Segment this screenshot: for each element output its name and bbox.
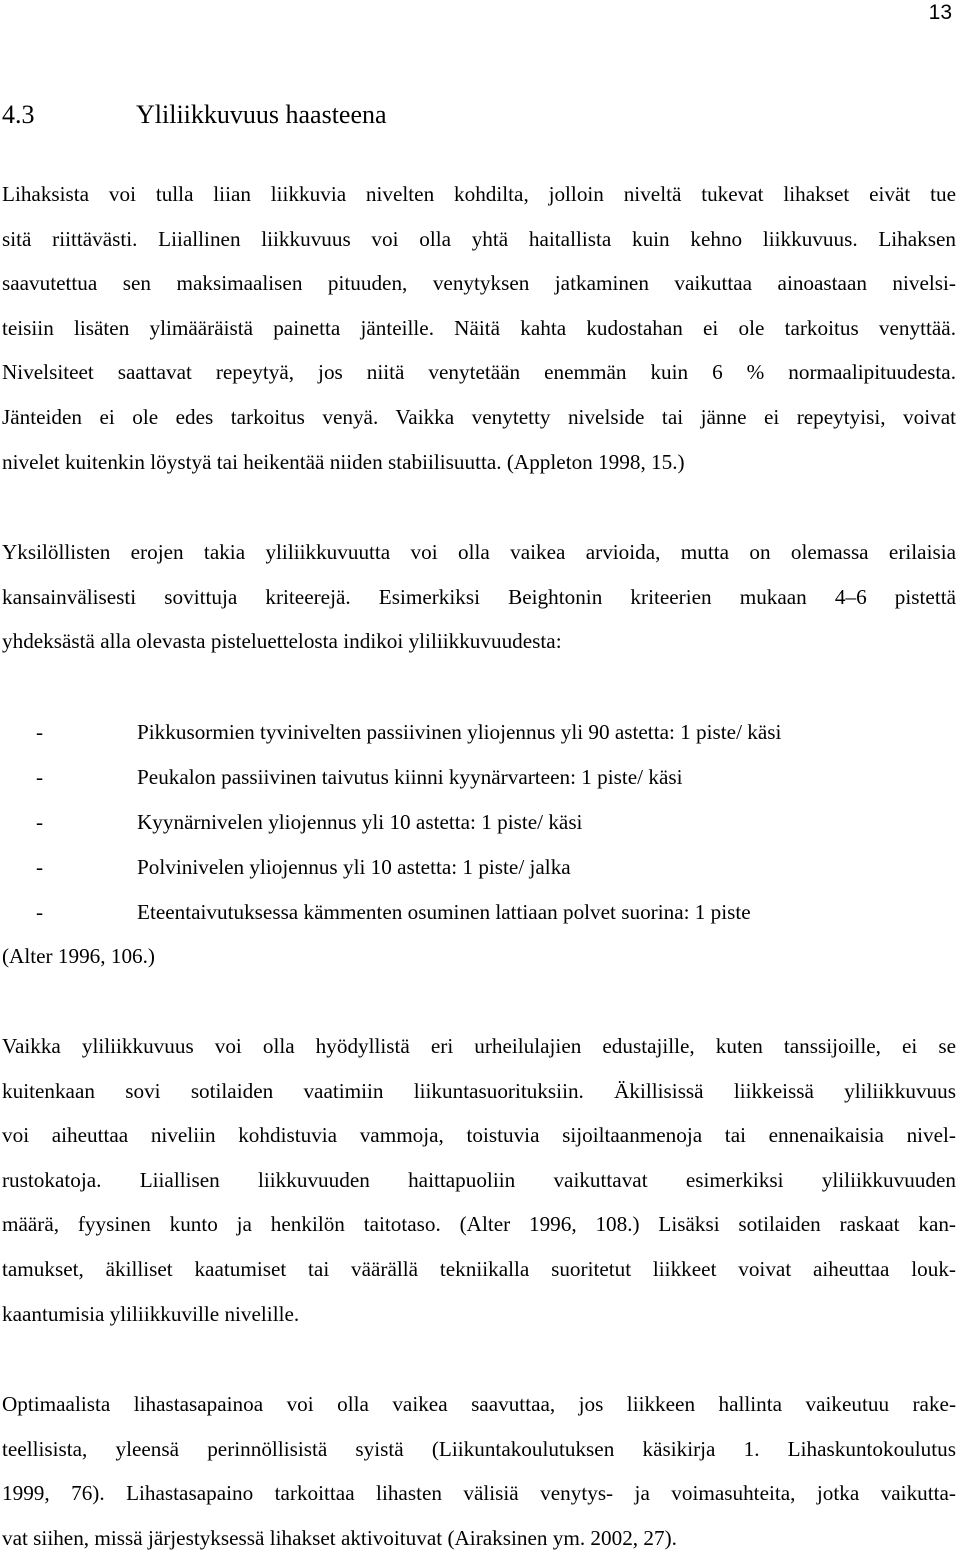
list-dash: - [36, 720, 44, 744]
paragraph-line: Lihaksista voi tulla liian liikkuvia nivelten kohdilta, jolloin niveltä tukevat lihakset eivät tue [2, 182, 956, 206]
paragraph-line: Vaikka yliliikkuvuus voi olla hyödyllistä eri urheilulajien edustajille, kuten tanssijoille, ei se [2, 1034, 956, 1058]
paragraph-line: 1999, 76). Lihastasapaino tarkoittaa lihasten välisiä venytys- ja voimasuhteita, jotka vaikutta- [2, 1481, 956, 1506]
criteria-citation: (Alter 1996, 106.) [2, 944, 155, 968]
paragraph-line: Optimaalista lihastasapainoa voi olla vaikea saavuttaa, jos liikkeen hallinta vaikeutuu rake- [2, 1392, 956, 1416]
paragraph-hypermobility-risks [2, 172, 956, 484]
paragraph-line: kansainvälisesti sovittuja kriteerejä. Esimerkiksi Beightonin kriteerien mukaan 4–6 pistettä [2, 584, 956, 609]
paragraph-line: nivelet kuitenkin löystyä tai heikentää niiden stabiilisuutta. (Appleton 1998, 15.) [2, 449, 685, 474]
paragraph-muscle-balance [2, 1382, 956, 1560]
paragraph-military-context [2, 1024, 956, 1336]
list-item-text: Pikkusormien tyvinivelten passiivinen yliojennus yli 90 astetta: 1 piste/ käsi [137, 720, 782, 744]
section-title: Yliliikkuvuus haasteena [136, 100, 387, 129]
beighton-criteria-list [2, 710, 956, 935]
paragraph-line: kaantumisia yliliikkuville nivelille. [2, 1301, 300, 1326]
list-item-text: Eteentaivutuksessa kämmenten osuminen lattiaan polvet suorina: 1 piste [137, 900, 751, 924]
paragraph-line: vat siihen, missä järjestyksessä lihakset aktivoituvat (Airaksinen ym. 2002, 27). [2, 1525, 677, 1550]
list-dash: - [36, 765, 44, 789]
paragraph-line: Yksilöllisten erojen takia yliliikkuvuutta voi olla vaikea arvioida, mutta on olemassa erilaisia [2, 540, 956, 564]
section-number: 4.3 [2, 100, 35, 129]
paragraph-line: rustokatoja. Liiallisen liikkuvuuden haittapuoliin vaikuttavat esimerkiksi yliliikkuvuuden [2, 1167, 956, 1192]
paragraph-line: yhdeksästä alla olevasta pisteluettelosta indikoi yliliikkuvuudesta: [2, 629, 562, 654]
paragraph-line: teellisista, yleensä perinnöllisistä syistä (Liikuntakoulutuksen käsikirja 1. Lihaskuntokoulutus [2, 1436, 956, 1461]
paragraph-line: kuitenkaan sovi sotilaiden vaatimiin liikuntasuorituksiin. Äkillisissä liikkeissä yliliikkuvuus [2, 1078, 956, 1103]
list-dash: - [36, 900, 44, 924]
list-item [2, 890, 956, 935]
list-item [2, 800, 956, 845]
list-item-text: Polvinivelen yliojennus yli 10 astetta: 1 piste/ jalka [137, 855, 571, 879]
paragraph-line: saavutettua sen maksimaalisen pituuden, venytyksen jatkaminen vaikuttaa ainoastaan nivelsi- [2, 271, 956, 296]
paragraph-line: määrä, fyysinen kunto ja henkilön taitotaso. (Alter 1996, 108.) Lisäksi sotilaiden raskaat kan- [2, 1212, 956, 1237]
list-dash: - [36, 855, 44, 879]
page-number: 13 [928, 1, 952, 24]
paragraph-line: Nivelsiteet saattavat repeytyä, jos niitä venytetään enemmän kuin 6 % normaalipituudesta. [2, 360, 956, 385]
list-item-text: Kyynärnivelen yliojennus yli 10 astetta: 1 piste/ käsi [137, 810, 583, 834]
section-heading [2, 98, 387, 132]
list-dash: - [36, 810, 44, 834]
paragraph-line: sitä riittävästi. Liiallinen liikkuvuus voi olla yhtä haitallista kuin kehno liikkuvuus. Lihaksen [2, 226, 956, 251]
list-item [2, 845, 956, 890]
paragraph-line: voi aiheuttaa niveliin kohdistuvia vammoja, toistuvia sijoiltaanmenoja tai ennenaikaisia nivel- [2, 1123, 956, 1148]
paragraph-line: tamukset, äkilliset kaatumiset tai väärällä tekniikalla suoritetut liikkeet voivat aiheuttaa louk- [2, 1256, 956, 1281]
list-item [2, 755, 956, 800]
paragraph-line: teisiin lisäten ylimääräistä painetta jänteille. Näitä kahta kudostahan ei ole tarkoitus venyttää. [2, 315, 956, 340]
list-item-text: Peukalon passiivinen taivutus kiinni kyynärvarteen: 1 piste/ käsi [137, 765, 683, 789]
list-item [2, 710, 956, 755]
paragraph-line: Jänteiden ei ole edes tarkoitus venyä. Vaikka venytetty nivelside tai jänne ei repeytyisi, voivat [2, 404, 956, 429]
paragraph-assessment-criteria [2, 530, 956, 664]
